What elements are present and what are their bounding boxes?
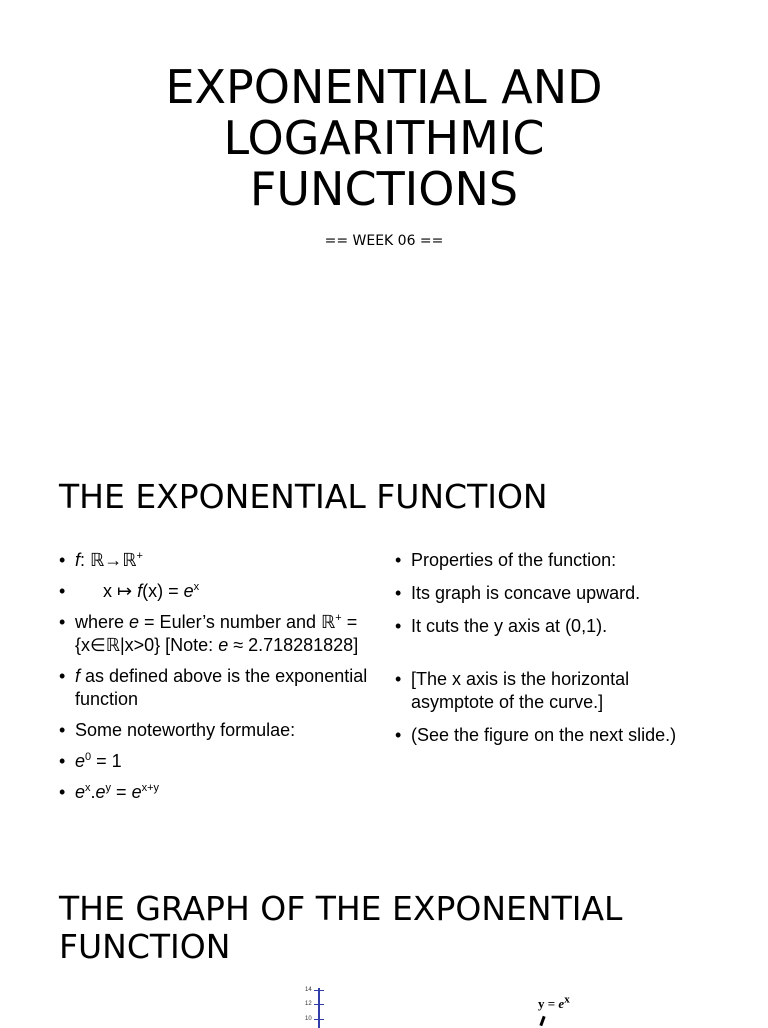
slide-heading: THE EXPONENTIAL FUNCTION <box>59 477 548 516</box>
y-tick <box>314 1019 324 1020</box>
list-item: • Its graph is concave upward. <box>395 582 695 605</box>
list-item: • $e^x.e^y = e^{x+y}$ <box>59 781 374 804</box>
y-axis <box>318 988 320 1028</box>
list-item: • f as defined above is the exponential function <box>59 665 374 711</box>
y-tick-label: 12 <box>305 1001 312 1007</box>
exponential-function-slide <box>0 440 768 860</box>
list-item: • It cuts the y axis at (0,1). <box>395 615 695 638</box>
list-item: • f: ℝ→ℝ+ <box>59 549 374 572</box>
curve-segment <box>539 1016 545 1026</box>
y-tick-label: 14 <box>305 987 312 993</box>
y-tick <box>314 990 324 991</box>
list-item: • x ↦ $f(x) = e^x$ <box>59 580 374 603</box>
definition-list <box>59 549 374 812</box>
properties-list <box>395 549 695 757</box>
curve-label: $y = e^x$ <box>538 993 570 1011</box>
title-slide <box>0 0 768 440</box>
list-item: • Some noteworthy formulae: <box>59 719 374 742</box>
y-tick-label: 10 <box>305 1016 312 1022</box>
title-line-2: LOGARITHMIC <box>223 111 545 165</box>
list-item: • where e = Euler’s number and ℝ+ = {x∈ℝ|x>0} [Note: e ≈ 2.718281828] <box>59 611 374 657</box>
presentation-title <box>0 62 768 215</box>
list-item: • $e^0 = 1$ <box>59 750 374 773</box>
title-line-3: FUNCTIONS <box>249 162 519 216</box>
list-item: • (See the figure on the next slide.) <box>395 724 695 747</box>
exponential-graph <box>300 984 600 1024</box>
graph-slide <box>0 860 768 1024</box>
slide-heading: THE GRAPH OF THE EXPONENTIAL FUNCTION <box>59 889 623 966</box>
list-item: • Properties of the function: <box>395 549 695 572</box>
week-subtitle: == WEEK 06 == <box>324 233 444 249</box>
y-tick <box>314 1004 324 1005</box>
title-line-1: EXPONENTIAL AND <box>165 60 603 114</box>
list-item: • [The x axis is the horizontal asymptote of the curve.] <box>395 668 695 714</box>
